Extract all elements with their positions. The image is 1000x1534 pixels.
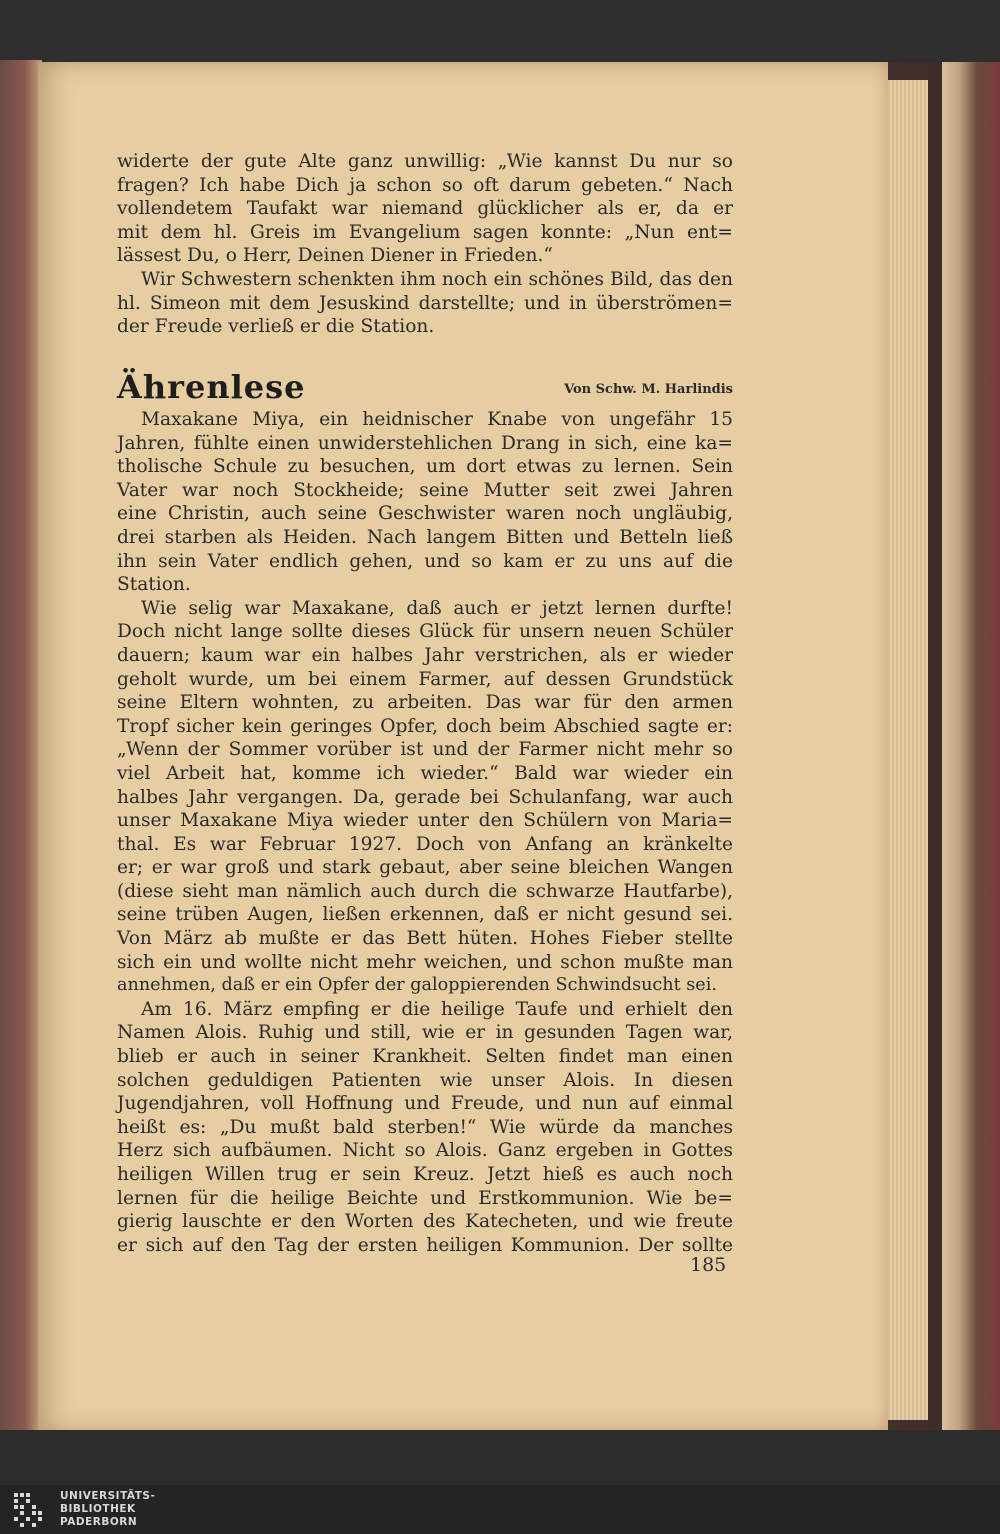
text-line: Station. — [117, 574, 191, 596]
text-line: Namen Alois. Ruhig und still, wie er in gesunden Tagen war, — [117, 1022, 733, 1044]
text-line: viel Arbeit hat, komme ich wieder.“ Bald war wieder ein — [117, 762, 733, 784]
text-line: solchen geduldigen Patienten wie unser Alois. In diesen — [117, 1069, 733, 1091]
text-line: Wie selig war Maxakane, daß auch er jetzt lernen durfte! — [141, 597, 733, 619]
text-line: Maxakane Miya, ein heidnischer Knabe von ungefähr 15 — [141, 409, 733, 430]
text-line: Jahren, fühlte einen unwiderstehlichen Drang in sich, eine ka= — [117, 432, 733, 454]
text-line: „Wenn der Sommer vorüber ist und der Farmer nicht mehr so — [117, 739, 733, 761]
text-line: dauern; kaum war ein halbes Jahr verstrichen, als er wieder — [117, 644, 733, 666]
text-line: ihn sein Vater endlich gehen, und so kam er zu uns auf die — [117, 550, 733, 572]
text-line: gierig lauschte er den Worten des Katecheten, und wie freute — [117, 1211, 733, 1233]
library-name-line: BIBLIOTHEK — [60, 1503, 136, 1515]
text-line: seine Eltern wohnten, zu arbeiten. Das war für den armen — [117, 692, 733, 714]
library-logo-icon — [10, 1489, 52, 1531]
text-line: der Freude verließ er die Station. — [117, 316, 435, 338]
scan-bottom-border — [0, 1430, 1000, 1485]
text-line: vollendetem Taufakt war niemand glücklicher als er, da er — [117, 198, 733, 220]
text-line: mit dem hl. Greis im Evangelium sagen konnte: „Nun ent= — [117, 221, 733, 243]
text-line: Vater war noch Stockheide; seine Mutter seit zwei Jahren — [117, 479, 733, 501]
text-line: drei starben als Heiden. Nach langem Bitten und Betteln ließ — [117, 526, 733, 548]
text-line: Herz sich aufbäumen. Nicht so Alois. Ganz ergeben in Gottes — [117, 1140, 733, 1162]
text-line: widerte der gute Alte ganz unwillig: „Wie kannst Du nur so — [117, 151, 733, 172]
text-line: heiligen Willen trug er sein Kreuz. Jetzt hieß es auch noch — [117, 1164, 733, 1185]
text-line: Doch nicht lange sollte dieses Glück für unsern neuen Schüler — [117, 621, 733, 643]
text-line: hl. Simeon mit dem Jesuskind darstellte; und in überströmen= — [117, 292, 733, 314]
text-line: Wir Schwestern schenkten ihm noch ein schönes Bild, das den — [141, 268, 733, 290]
book-cover-top — [0, 0, 1000, 62]
text-line: fragen? Ich habe Dich ja schon so oft darum gebeten.“ Nach — [117, 174, 733, 196]
text-line: eine Christin, auch seine Geschwister waren noch ungläubig, — [117, 503, 733, 525]
text-line: Von März ab mußte er das Bett hüten. Hohes Fieber stellte — [117, 928, 733, 950]
article-byline: Von Schw. M. Harlindis — [564, 382, 733, 397]
book-cover-right — [942, 62, 1000, 1442]
library-name-line: PADERBORN — [60, 1516, 138, 1528]
text-line: lässest Du, o Herr, Deinen Diener in Frieden.“ — [117, 245, 553, 267]
text-line: lernen für die heilige Beichte und Erstkommunion. Wie be= — [117, 1187, 733, 1209]
text-line: er; er war groß und stark gebaut, aber seine bleichen Wangen — [117, 857, 733, 879]
article-body — [117, 408, 733, 1257]
library-name — [60, 1490, 155, 1529]
text-line: geholt wurde, um bei einem Farmer, auf dessen Grundstück — [117, 668, 733, 690]
text-line: Am 16. März empfing er die heilige Taufe und erhielt den — [141, 998, 733, 1020]
text-line: blieb er auch in seiner Krankheit. Selten findet man einen — [117, 1046, 733, 1068]
text-line: Tropf sicher kein geringes Opfer, doch beim Abschied sagte er: — [117, 715, 733, 737]
text-line: thal. Es war Februar 1927. Doch von Anfang an kränkelte — [117, 833, 733, 855]
text-line: halbes Jahr vergangen. Da, gerade bei Schulanfang, war auch — [117, 786, 733, 808]
top-paragraph — [117, 150, 733, 339]
text-line: tholische Schule zu besuchen, um dort etwas zu lernen. Sein — [117, 456, 733, 478]
article-title: Ährenlese — [117, 368, 306, 406]
book-cover-left — [0, 60, 42, 1440]
text-line: er sich auf den Tag der ersten heiligen Kommunion. Der sollte — [117, 1234, 733, 1256]
text-line: seine trüben Augen, ließen erkennen, daß er nicht gesund sei. — [117, 904, 733, 926]
text-line: unser Maxakane Miya wieder unter den Schülern von Maria= — [117, 810, 733, 832]
text-line: (diese sieht man nämlich auch durch die schwarze Hautfarbe), — [117, 880, 733, 902]
library-name-line: UNIVERSITÄTS- — [60, 1490, 156, 1502]
text-line: Jugendjahren, voll Hoffnung und Freude, und nun auf einmal — [117, 1093, 733, 1115]
text-line: sich ein und wollte nicht mehr weichen, und schon mußte man — [117, 951, 733, 973]
library-footer — [0, 1485, 1000, 1534]
text-line: annehmen, daß er ein Opfer der galoppierenden Schwindsucht sei. — [117, 975, 717, 996]
text-line: heißt es: „Du mußt bald sterben!“ Wie würde da manches — [117, 1116, 733, 1138]
page-number: 185 — [690, 1254, 727, 1276]
article-heading-row — [117, 368, 733, 408]
